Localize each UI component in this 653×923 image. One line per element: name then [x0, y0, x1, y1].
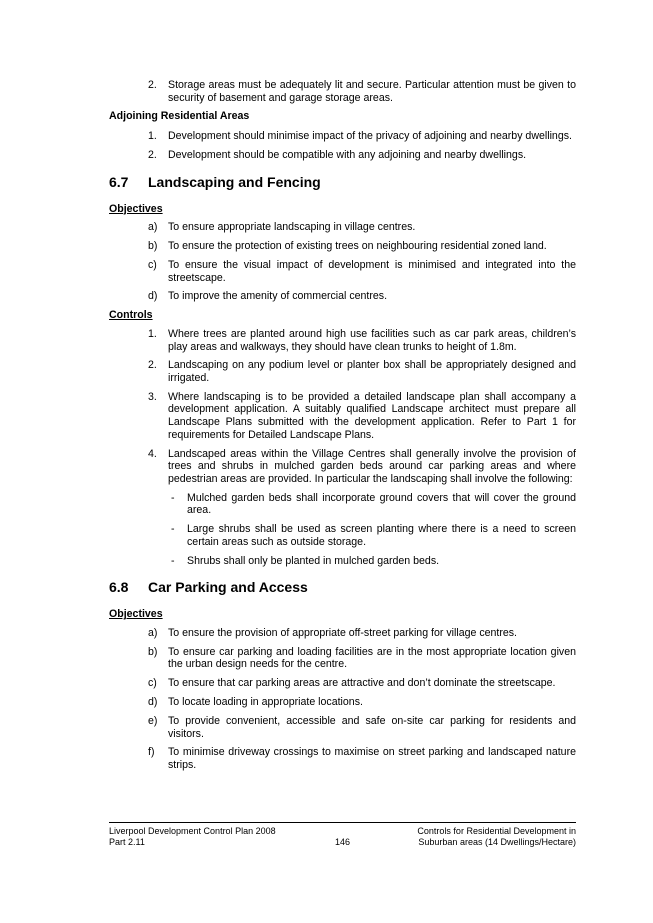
list-number: 3. — [148, 390, 157, 403]
list-text: Landscaping on any podium level or planter box shall be appropriately designed and irrigated. — [168, 359, 576, 384]
list-text: Landscaped areas within the Village Centres shall generally involve the provision of trees and shrubs in mulched garden beds around car parking areas and where pedestrian areas are provided. In particular the landscaping shall involve the following: — [168, 447, 576, 485]
section-title: Landscaping and Fencing — [148, 173, 321, 190]
list-item — [109, 79, 576, 104]
section-title: Car Parking and Access — [148, 579, 308, 596]
list-text: Storage areas must be adequately lit and secure. Particular attention must be given to security of basement and garage storage areas. — [168, 79, 576, 104]
objectives-heading: Objectives — [109, 608, 163, 621]
footer-section-title-line1: Controls for Residential Development in — [417, 826, 576, 836]
adjoining-heading: Adjoining Residential Areas — [109, 110, 250, 123]
list-item — [109, 259, 576, 284]
list-text: Development should be compatible with any adjoining and nearby dwellings. — [168, 148, 527, 161]
controls-heading: Controls — [109, 309, 153, 322]
list-text: To minimise driveway crossings to maximise on street parking and landscaped nature strips. — [168, 746, 576, 772]
list-number: a) — [148, 626, 158, 639]
list-text: To ensure car parking and loading facilities are in the most appropriate location given the urban design needs for the centre. — [168, 645, 576, 671]
list-item — [109, 677, 576, 690]
sub-list-text: Mulched garden beds shall incorporate ground covers that will cover the ground area. — [187, 491, 576, 517]
footer-page-number: 146 — [334, 837, 351, 847]
list-number: 4. — [148, 447, 157, 460]
dash-bullet: - — [171, 491, 175, 504]
list-item — [109, 448, 576, 486]
sub-list-item — [109, 555, 576, 568]
dash-bullet: - — [171, 554, 175, 567]
list-text: To ensure that car parking areas are attractive and don’t dominate the streetscape. — [168, 677, 556, 690]
list-number: 1. — [148, 130, 157, 143]
footer-right — [417, 826, 576, 848]
list-text: To ensure appropriate landscaping in village centres. — [168, 221, 416, 234]
list-text: To ensure the provision of appropriate off-street parking for village centres. — [168, 626, 517, 639]
list-text: To ensure the visual impact of development is minimised and integrated into the streetscape. — [168, 258, 576, 284]
list-number: 2. — [148, 79, 157, 91]
footer-document-title: Liverpool Development Control Plan 2008 — [109, 826, 276, 836]
list-text: Where landscaping is to be provided a detailed landscape plan shall accompany a development application. A suitably qualified Landscape architect must prepare all Landscape Plans submitted with the development application. Refer to Part 1 for requirements for Detailed Landscape Plans. — [168, 390, 576, 441]
footer-part-number: Part 2.11 — [109, 836, 145, 847]
list-item — [109, 130, 576, 143]
sub-list-text: Shrubs shall only be planted in mulched garden beds. — [187, 554, 440, 567]
list-text: Development should minimise impact of the privacy of adjoining and nearby dwellings. — [168, 130, 572, 143]
list-item — [109, 746, 576, 771]
list-item — [109, 359, 576, 384]
page-footer — [109, 822, 576, 847]
section-number: 6.7 — [109, 173, 129, 190]
list-item — [109, 221, 576, 234]
list-number: d) — [148, 696, 158, 709]
sub-list-item — [109, 492, 576, 517]
footer-section-title-line2: Suburban areas (14 Dwellings/Hectare) — [418, 836, 576, 847]
list-number: b) — [148, 645, 158, 658]
list-item — [109, 240, 576, 253]
list-text: To improve the amenity of commercial centres. — [168, 290, 388, 303]
section-number: 6.8 — [109, 579, 129, 596]
list-text: To ensure the protection of existing trees on neighbouring residential zoned land. — [168, 240, 547, 253]
list-number: e) — [148, 714, 158, 727]
section-heading-6-8 — [109, 579, 576, 595]
list-text: To provide convenient, accessible and safe on-site car parking for residents and visitors. — [168, 714, 576, 740]
list-item — [109, 391, 576, 441]
list-item — [109, 715, 576, 740]
list-number: 2. — [148, 148, 157, 161]
list-text: To locate loading in appropriate locations. — [168, 696, 363, 709]
list-number: 2. — [148, 359, 157, 372]
list-number: c) — [148, 258, 157, 271]
list-item — [109, 328, 576, 353]
list-number: a) — [148, 221, 158, 234]
sub-list-item — [109, 523, 576, 548]
list-item — [109, 646, 576, 671]
list-number: b) — [148, 240, 158, 253]
section-heading-6-7 — [109, 174, 576, 190]
objectives-heading: Objectives — [109, 202, 163, 215]
list-item — [109, 696, 576, 709]
list-number: f) — [148, 746, 155, 759]
list-number: d) — [148, 290, 158, 303]
list-item — [109, 290, 576, 303]
list-text: Where trees are planted around high use facilities such as car park areas, children’s play areas and walkways, they should have clean trunks to height of 1.8m. — [168, 327, 576, 353]
list-number: c) — [148, 677, 157, 690]
page-content — [109, 79, 576, 778]
list-number: 1. — [148, 327, 157, 340]
list-item — [109, 149, 576, 162]
sub-list-text: Large shrubs shall be used as screen planting where there is a need to screen certain areas such as outside storage. — [187, 523, 576, 548]
dash-bullet: - — [171, 523, 175, 536]
list-item — [109, 627, 576, 640]
